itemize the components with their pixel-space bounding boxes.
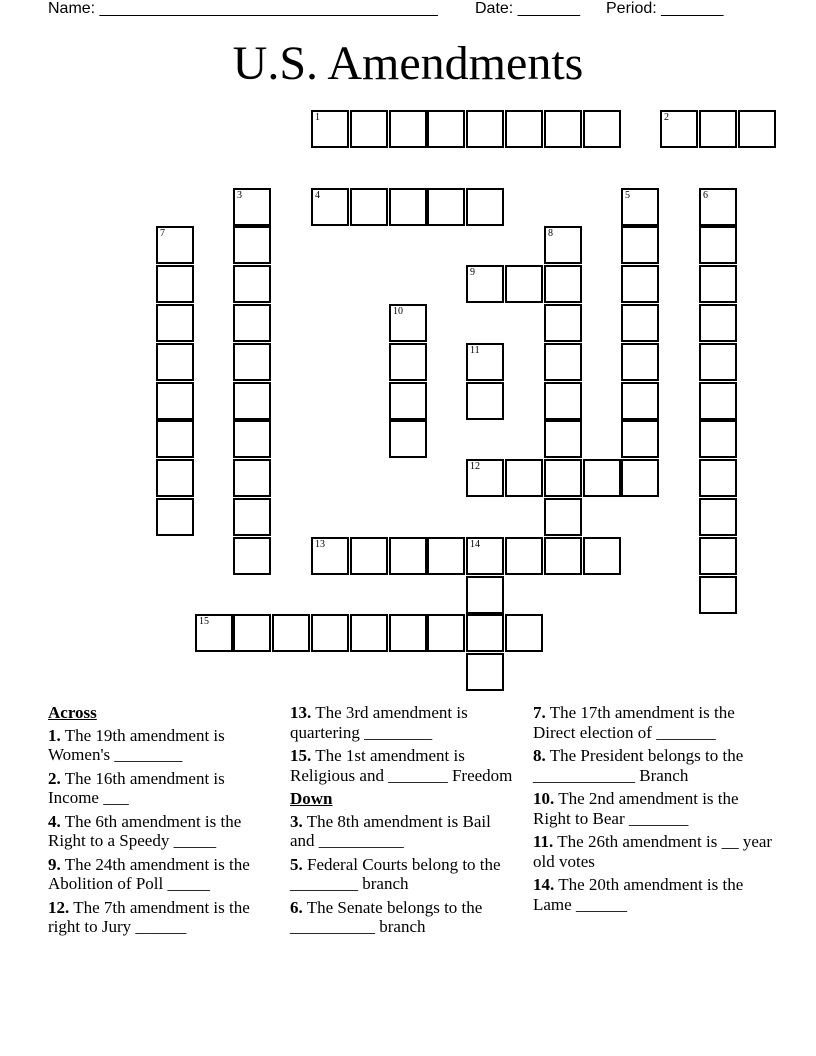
grid-cell[interactable] (699, 265, 737, 303)
cell-number: 6 (703, 190, 708, 201)
grid-cell[interactable] (156, 498, 194, 536)
grid-cell[interactable] (233, 614, 271, 652)
grid-cell[interactable] (389, 537, 427, 575)
clue-across-4: 4. The 6th amendment is the Right to a Speedy _____ (48, 811, 242, 850)
grid-cell[interactable] (505, 537, 543, 575)
grid-cell[interactable] (156, 420, 194, 458)
clue-across-15: 15. The 1st amendment is Religious and _______ Freedom (290, 746, 513, 785)
clue-down-5: 5. Federal Courts belong to the ________ branch (290, 854, 501, 893)
clue-down-7: 7. The 17th amendment is the Direct election of _______ (533, 703, 735, 742)
grid-cell[interactable] (389, 382, 427, 420)
date-field-label: Date: _______ (475, 0, 580, 17)
grid-cell[interactable] (544, 265, 582, 303)
grid-cell[interactable] (699, 188, 737, 226)
grid-cell[interactable] (466, 265, 504, 303)
grid-cell[interactable] (427, 614, 465, 652)
grid-cell[interactable] (583, 537, 621, 575)
grid-cell[interactable] (699, 343, 737, 381)
clue-across-9: 9. The 24th amendment is the Abolition of Poll _____ (48, 854, 250, 893)
grid-cell[interactable] (233, 265, 271, 303)
grid-cell[interactable] (466, 343, 504, 381)
grid-cell[interactable] (621, 188, 659, 226)
grid-cell[interactable] (272, 614, 310, 652)
grid-cell[interactable] (427, 537, 465, 575)
grid-cell[interactable] (505, 459, 543, 497)
grid-cell[interactable] (699, 498, 737, 536)
grid-cell[interactable] (699, 382, 737, 420)
grid-cell[interactable] (389, 343, 427, 381)
grid-cell[interactable] (195, 614, 233, 652)
grid-cell[interactable] (466, 459, 504, 497)
grid-cell[interactable] (738, 110, 776, 148)
grid-cell[interactable] (233, 304, 271, 342)
clue-down-3: 3. The 8th amendment is Bail and __________ (290, 811, 491, 850)
grid-cell[interactable] (156, 265, 194, 303)
cell-number: 11 (470, 345, 480, 356)
clue-down-10: 10. The 2nd amendment is the Right to Bear _______ (533, 789, 739, 828)
clue-across-1: 1. The 19th amendment is Women's ________ (48, 725, 225, 764)
grid-cell[interactable] (389, 614, 427, 652)
clue-down-11: 11. The 26th amendment is __ year old votes (533, 832, 773, 871)
grid-cell[interactable] (233, 537, 271, 575)
grid-cell[interactable] (699, 110, 737, 148)
grid-cell[interactable] (311, 110, 349, 148)
grid-cell[interactable] (156, 226, 194, 264)
grid-cell[interactable] (350, 188, 388, 226)
grid-cell[interactable] (311, 188, 349, 226)
cell-number: 2 (664, 112, 669, 123)
grid-cell[interactable] (466, 110, 504, 148)
grid-cell[interactable] (389, 304, 427, 342)
cell-number: 8 (548, 228, 553, 239)
cell-number: 3 (237, 190, 242, 201)
clue-across-2: 2. The 16th amendment is Income ___ (48, 768, 225, 807)
cell-number: 12 (470, 461, 480, 472)
grid-cell[interactable] (466, 576, 504, 614)
page-title: U.S. Amendments (232, 37, 584, 90)
grid-cell[interactable] (466, 537, 504, 575)
grid-cell[interactable] (621, 226, 659, 264)
grid-cell[interactable] (621, 265, 659, 303)
grid-cell[interactable] (544, 459, 582, 497)
grid-cell[interactable] (156, 304, 194, 342)
grid-cell[interactable] (699, 576, 737, 614)
clues-column-3 (533, 703, 773, 918)
grid-cell[interactable] (621, 343, 659, 381)
grid-cell[interactable] (389, 110, 427, 148)
grid-cell[interactable] (466, 653, 504, 691)
name-field-label: Name: ______________________________________ (48, 0, 438, 17)
grid-cell[interactable] (505, 614, 543, 652)
grid-cell[interactable] (311, 537, 349, 575)
clue-down-14: 14. The 20th amendment is the Lame ______ (533, 875, 744, 914)
grid-cell[interactable] (350, 537, 388, 575)
grid-cell[interactable] (233, 459, 271, 497)
grid-cell[interactable] (427, 110, 465, 148)
grid-cell[interactable] (544, 498, 582, 536)
grid-cell[interactable] (621, 459, 659, 497)
clue-across-13: 13. The 3rd amendment is quartering ________ (290, 703, 468, 742)
grid-cell[interactable] (233, 382, 271, 420)
grid-cell[interactable] (466, 188, 504, 226)
grid-cell[interactable] (156, 459, 194, 497)
across-heading: Across (48, 703, 97, 722)
grid-cell[interactable] (427, 188, 465, 226)
cell-number: 1 (315, 112, 320, 123)
cell-number: 10 (393, 306, 403, 317)
cell-number: 4 (315, 190, 320, 201)
cell-number: 15 (199, 616, 209, 627)
grid-cell[interactable] (350, 110, 388, 148)
grid-cell[interactable] (389, 420, 427, 458)
grid-cell[interactable] (621, 304, 659, 342)
grid-cell[interactable] (544, 420, 582, 458)
period-field-label: Period: _______ (606, 0, 724, 17)
grid-cell[interactable] (350, 614, 388, 652)
grid-cell[interactable] (311, 614, 349, 652)
clues-column-2 (290, 703, 515, 941)
grid-cell[interactable] (466, 382, 504, 420)
grid-cell[interactable] (583, 459, 621, 497)
grid-cell[interactable] (544, 537, 582, 575)
grid-cell[interactable] (544, 110, 582, 148)
grid-cell[interactable] (699, 459, 737, 497)
clue-down-8: 8. The President belongs to the ____________ Branch (533, 746, 744, 785)
cell-number: 13 (315, 539, 325, 550)
grid-cell[interactable] (505, 265, 543, 303)
cell-number: 14 (470, 539, 480, 550)
cell-number: 5 (625, 190, 630, 201)
grid-cell[interactable] (233, 188, 271, 226)
grid-cell[interactable] (699, 304, 737, 342)
grid-cell[interactable] (233, 420, 271, 458)
grid-cell[interactable] (544, 226, 582, 264)
grid-cell[interactable] (544, 382, 582, 420)
grid-cell[interactable] (544, 304, 582, 342)
grid-cell[interactable] (699, 226, 737, 264)
grid-cell[interactable] (233, 226, 271, 264)
clues-column-1 (48, 703, 278, 941)
grid-cell[interactable] (233, 343, 271, 381)
worksheet-header (48, 0, 768, 20)
cell-number: 7 (160, 228, 165, 239)
grid-cell[interactable] (699, 537, 737, 575)
grid-cell[interactable] (233, 498, 271, 536)
grid-cell[interactable] (389, 188, 427, 226)
grid-cell[interactable] (583, 110, 621, 148)
clue-across-12: 12. The 7th amendment is the right to Jury ______ (48, 897, 250, 936)
grid-cell[interactable] (621, 382, 659, 420)
cell-number: 9 (470, 267, 475, 278)
grid-cell[interactable] (544, 343, 582, 381)
down-heading: Down (290, 789, 333, 808)
grid-cell[interactable] (156, 343, 194, 381)
clue-down-6: 6. The Senate belongs to the __________ branch (290, 897, 483, 936)
grid-cell[interactable] (466, 614, 504, 652)
grid-cell[interactable] (621, 420, 659, 458)
grid-cell[interactable] (660, 110, 698, 148)
grid-cell[interactable] (156, 382, 194, 420)
grid-cell[interactable] (699, 420, 737, 458)
grid-cell[interactable] (505, 110, 543, 148)
